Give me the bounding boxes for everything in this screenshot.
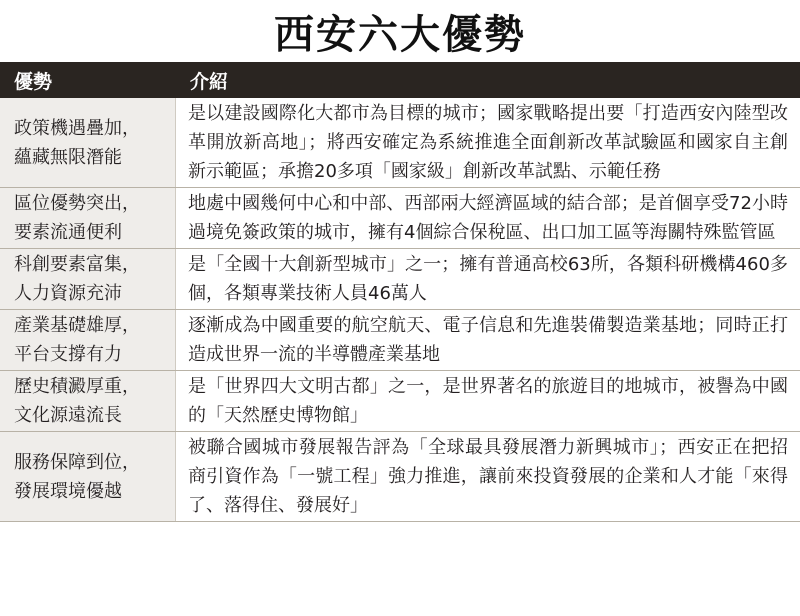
table-header: [0, 62, 800, 98]
advantages-table: [0, 98, 800, 522]
intro-cell: 是「世界四大文明古都」之一，是世界著名的旅遊目的地城市，被譽為中國的「天然歷史博物館」: [188, 376, 788, 426]
table-row: [0, 370, 800, 431]
table-row: [0, 187, 800, 248]
advantage-text: 服務保障到位， 發展環境優越: [14, 451, 140, 502]
table-row: [0, 431, 800, 521]
table-row: [0, 309, 800, 370]
intro-cell: 被聯合國城市發展報告評為「全球最具發展潛力新興城市」；西安正在把招商引資作為「一號工程」強力推進，讓前來投資發展的企業和人才能「來得了、落得住、發展好」: [188, 437, 788, 516]
advantage-cell: [0, 249, 176, 309]
advantage-cell: [0, 432, 176, 521]
advantage-text: 科創要素富集， 人力資源充沛: [14, 254, 140, 304]
advantage-text: 區位優勢突出， 要素流通便利: [14, 193, 140, 243]
intro-cell: 是「全國十大創新型城市」之一；擁有普通高校63所，各類科研機構460多個，各類專業技術人員46萬人: [188, 254, 788, 304]
header-introduction: 介紹: [190, 70, 229, 93]
page-title: 西安六大優勢: [274, 10, 526, 58]
advantage-cell: [0, 310, 176, 370]
intro-cell: 逐漸成為中國重要的航空航天、電子信息和先進裝備製造業基地；同時正打造成世界一流的半導體產業基地: [188, 315, 788, 365]
advantage-text: 歷史積澱厚重， 文化源遠流長: [14, 376, 140, 426]
advantage-cell: [0, 98, 176, 187]
table-row: [0, 248, 800, 309]
header-advantage: 優勢: [14, 70, 53, 93]
advantage-text: 產業基礎雄厚， 平台支撐有力: [14, 315, 140, 365]
advantage-cell: [0, 188, 176, 248]
advantage-text: 政策機遇疊加， 蘊藏無限潛能: [14, 117, 140, 168]
table-row: [0, 98, 800, 187]
intro-cell: 地處中國幾何中心和中部、西部兩大經濟區域的結合部；是首個享受72小時過境免簽政策的城市，擁有4個綜合保稅區、出口加工區等海關特殊監管區: [188, 193, 788, 243]
advantage-cell: [0, 371, 176, 431]
intro-cell: 是以建設國際化大都市為目標的城市；國家戰略提出要「打造西安內陸型改革開放新高地」；將西安確定為系統推進全面創新改革試驗區和國家自主創新示範區；承擔20多項「國家級」創新改革試點、示範任務: [188, 103, 788, 182]
